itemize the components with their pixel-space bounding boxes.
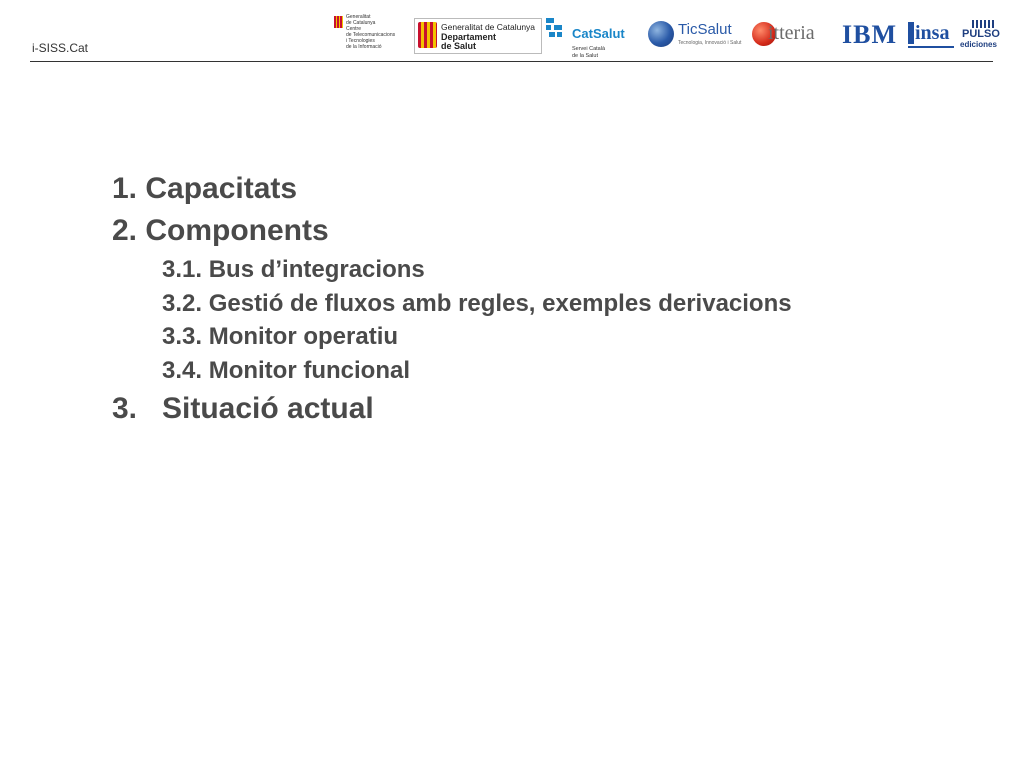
brand-label: i-SISS.Cat [32,41,89,55]
ctti-logo [332,14,412,62]
catsalut-name: CatSalut [572,26,625,41]
pulso-bars-icon [972,20,994,28]
outline-subitem-monitor-funcional: 3.4. Monitor funcional [162,357,411,384]
insa-logo [908,22,954,48]
insa-mark-icon [908,22,914,44]
outline-subitem-monitor-operatiu: 3.3. Monitor operatiu [162,323,399,350]
pulso-name: PULSO [962,28,1000,40]
catalan-flag-shield-icon [418,22,437,48]
insa-underline [908,46,954,48]
ibm-name: IBM [842,24,902,46]
header-divider [30,61,993,62]
outline-item-situacio: Situació actual [162,392,374,425]
generalitat-shield-icon [334,16,343,28]
pulso-logo [960,20,1006,56]
partner-logos [330,10,1010,62]
itteria-name: itteria [768,22,815,44]
salut-logo-line3: de Salut [441,41,477,51]
itteria-logo [752,18,826,52]
catsalut-logo [544,16,640,62]
insa-name: insa [915,22,950,44]
globe-icon [648,21,674,47]
pulso-subtitle: ediciones [960,40,997,49]
outline-item-components: 2. Components [112,214,329,247]
salut-logo-line1: Generalitat de Catalunya [441,22,536,32]
salut-logo-line2: Departament [441,32,497,42]
outline-subitem-bus: 3.1. Bus d’integracions [162,256,425,283]
departament-salut-logo [414,18,542,54]
ctti-logo-text: Generalitat de Catalunya Centre de Telecomunicacions i Tecnologies de la Informació [346,14,396,50]
outline-item-capacitats: 1. Capacitats [112,172,298,205]
outline-subitem-gestio-fluxos: 3.2. Gestió de fluxos amb regles, exemples derivacions [162,290,792,317]
outline-item-situacio-number: 3. [112,392,138,425]
catsalut-subtitle: Servei Català de la Salut [572,46,606,59]
ibm-logo [842,20,902,49]
ticsalut-tagline: Tecnologia, Innovació i Salut [678,40,742,46]
ticsalut-name: TicSalut [678,21,732,38]
ticsalut-logo [648,18,748,52]
catsalut-mark-icon [546,18,566,38]
